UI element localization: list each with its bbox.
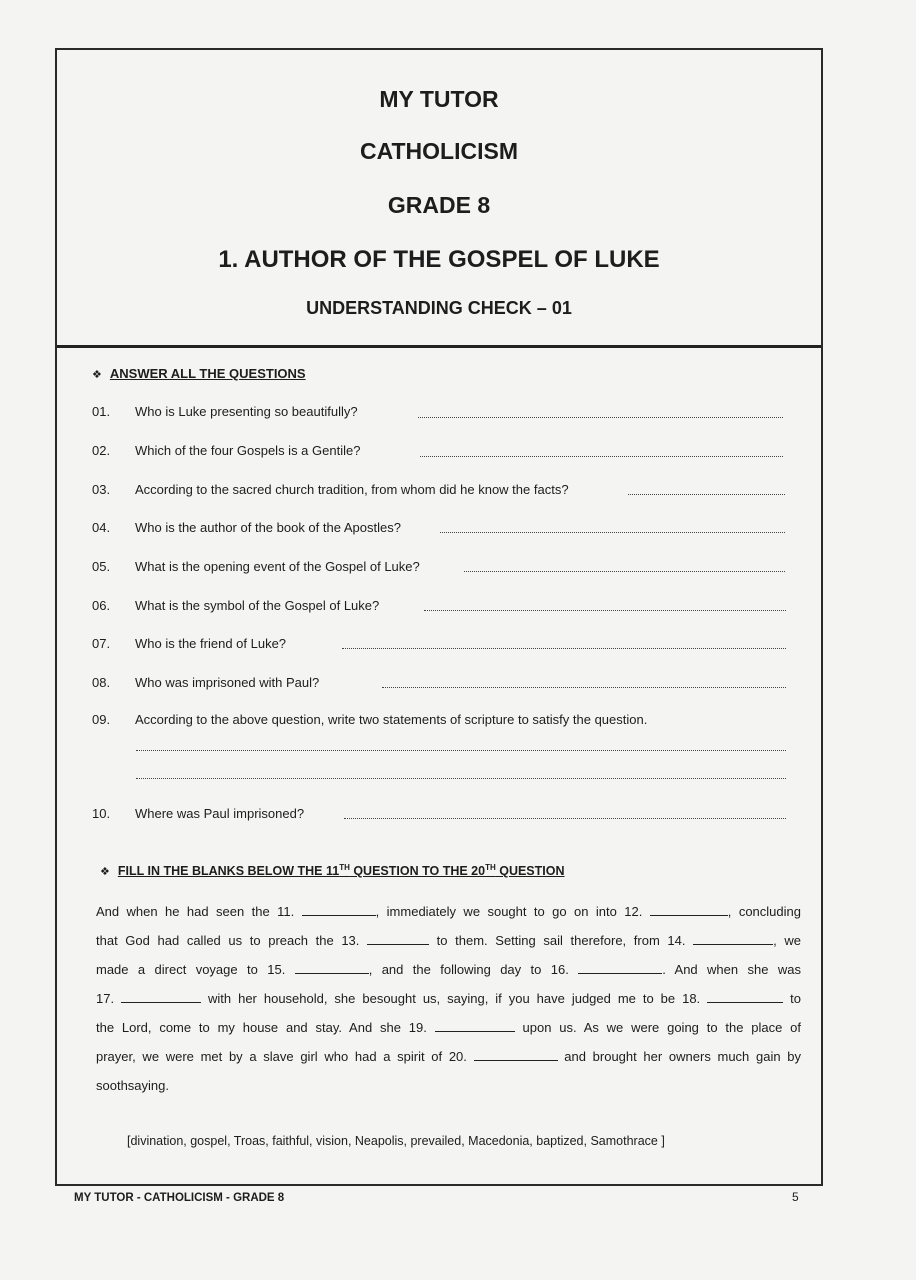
- question-number: 07.: [92, 636, 111, 651]
- blank-19[interactable]: [435, 1019, 515, 1032]
- answer-line[interactable]: [136, 750, 786, 751]
- blank-15[interactable]: [295, 961, 369, 974]
- tutor-title: MY TUTOR: [379, 86, 499, 112]
- answer-line[interactable]: [464, 571, 785, 572]
- answer-line[interactable]: [418, 417, 783, 418]
- question-number: 03.: [92, 482, 111, 497]
- blank-13[interactable]: [367, 932, 429, 945]
- blank-12[interactable]: [650, 903, 728, 916]
- grade-title: GRADE 8: [387, 192, 491, 218]
- page-number: 5: [792, 1190, 799, 1204]
- check-title: UNDERSTANDING CHECK – 01: [306, 298, 572, 318]
- answer-line[interactable]: [420, 456, 783, 457]
- question-text: What is the symbol of the Gospel of Luke?: [135, 598, 380, 613]
- answer-line[interactable]: [424, 610, 786, 611]
- diamond-bullet-icon: ❖: [100, 866, 110, 879]
- answer-line[interactable]: [344, 818, 786, 819]
- question-text: What is the opening event of the Gospel of Luke?: [135, 559, 420, 574]
- blank-11[interactable]: [302, 903, 376, 916]
- question-number: 10.: [92, 806, 111, 821]
- question-text: Who is Luke presenting so beautifully?: [135, 404, 358, 419]
- question-text: Who was imprisoned with Paul?: [135, 675, 320, 690]
- answer-line[interactable]: [382, 687, 786, 688]
- answer-line[interactable]: [628, 494, 785, 495]
- header-box: [57, 50, 821, 348]
- answer-line[interactable]: [440, 532, 785, 533]
- answer-line[interactable]: [342, 648, 786, 649]
- chapter-title: 1. AUTHOR OF THE GOSPEL OF LUKE: [218, 246, 660, 273]
- subject-title: CATHOLICISM: [359, 138, 518, 164]
- question-text: According to the sacred church tradition, from whom did he know the facts?: [135, 482, 569, 497]
- question-text: Who is the author of the book of the Apostles?: [135, 520, 401, 535]
- fill-in-paragraph: And when he had seen the 11. , immediately we sought to go on into 12. , concluding that God had called us to preach the 13. to them. Setting sail therefore, from 14. , we made a direct voyage to 15. , and the following day to 16. . And when she was 17. with her household, she besought us, saying, if you have judged me to be 18. to the Lord, come to my house and stay. And she 19. upon us. As we were going to the place of prayer, we were met by a slave girl who had a spirit of 20. and brought her owners much gain by soothsaying.: [96, 904, 801, 1093]
- word-bank: [divination, gospel, Troas, faithful, vision, Neapolis, prevailed, Macedonia, baptized, Samothrace ]: [127, 1134, 665, 1148]
- question-number: 06.: [92, 598, 111, 613]
- blank-14[interactable]: [693, 932, 773, 945]
- section2-heading: [100, 863, 565, 878]
- blank-20[interactable]: [474, 1048, 558, 1061]
- question-text: Where was Paul imprisoned?: [135, 806, 305, 821]
- blank-18[interactable]: [707, 990, 783, 1003]
- question-text: Who is the friend of Luke?: [135, 636, 287, 651]
- diamond-bullet-icon: ❖: [92, 369, 102, 381]
- section1-heading: [92, 366, 306, 381]
- question-text: Which of the four Gospels is a Gentile?: [135, 443, 361, 458]
- blank-17[interactable]: [121, 990, 201, 1003]
- question-number: 08.: [92, 675, 111, 690]
- question-number: 05.: [92, 559, 111, 574]
- question-number: 02.: [92, 443, 111, 458]
- question-number: 04.: [92, 520, 111, 535]
- blank-16[interactable]: [578, 961, 662, 974]
- question-number: 09.: [92, 712, 111, 727]
- question-number: 01.: [92, 404, 111, 419]
- question-text: According to the above question, write two statements of scripture to satisfy the question.: [135, 712, 648, 727]
- section1-title: ANSWER ALL THE QUESTIONS: [109, 366, 306, 381]
- section2-title: FILL IN THE BLANKS BELOW THE 11TH QUESTION TO THE 20TH QUESTION: [117, 863, 565, 879]
- footer-title: MY TUTOR - CATHOLICISM - GRADE 8: [74, 1192, 285, 1204]
- answer-line[interactable]: [136, 778, 786, 779]
